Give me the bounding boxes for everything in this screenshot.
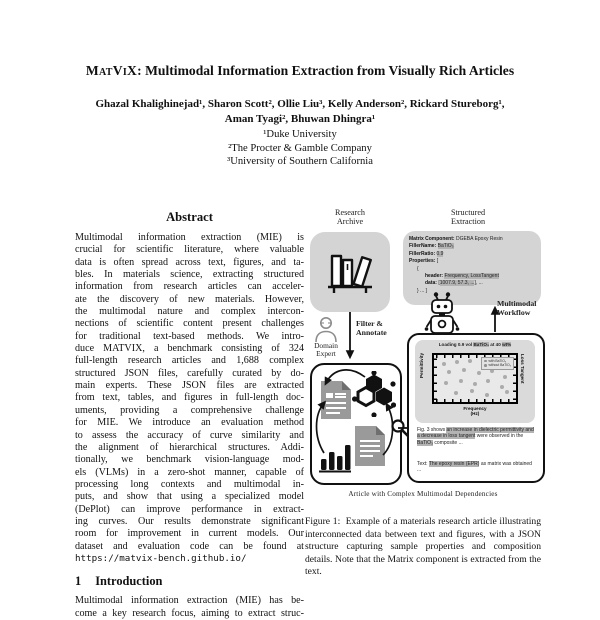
scatter-point <box>455 360 459 364</box>
introduction-body <box>75 595 304 620</box>
section-title: Introduction <box>95 574 163 589</box>
abstract-line: for MIE. We introduce an evaluation method <box>75 417 304 429</box>
json-line: } ... ] <box>417 287 428 294</box>
abstract-line: structured JSON files, carefully curated by do- <box>75 367 304 379</box>
abstract-line: room for improvement in current models. Our <box>75 528 304 540</box>
domain-expert-label: Domain Expert <box>314 341 338 359</box>
abstract-line: the alignment of hierarchical structures. Addi- <box>75 441 304 453</box>
scatter-point <box>503 375 507 379</box>
scatter-point <box>447 370 451 374</box>
abstract-line: crucial for scientific literature, where valuable <box>75 244 304 256</box>
figure-text-snippet: Fig. 3 shows an increase in dielectric permittivity and a decrease in loss tangent were observed in the BaTiO₃ composite ... <box>417 427 534 446</box>
section-number: 1 <box>75 574 82 589</box>
introduction-line: Multimodal information extraction (MIE) has be- <box>75 595 304 607</box>
scatter-point <box>442 362 446 366</box>
molecule-icon <box>352 371 396 417</box>
document-text-icon <box>354 425 386 467</box>
abstract-line: dataset and evaluation code can be found at <box>75 540 304 552</box>
abstract-line: tionally, we benchmark vision-language mod- <box>75 454 304 466</box>
scatter-point <box>486 379 490 383</box>
research-archive-label: Research Archive <box>334 208 365 227</box>
research-archive-box <box>310 232 390 312</box>
abstract-line: data is often spread across text, figures, and ta- <box>75 256 304 268</box>
paper-title-smallcaps: MatViX <box>85 63 138 78</box>
json-line: Matrix Component: DGEBA Epoxy Resin <box>409 236 503 242</box>
structured-extraction-label: Structured Extraction <box>450 208 486 227</box>
plot-ylabel-right: Loss Tangent <box>520 354 526 384</box>
scatter-point <box>470 389 474 393</box>
scatter-point <box>468 359 472 363</box>
introduction-line: come a key research focus, aiming to extract struc- <box>75 607 304 619</box>
multimodal-workflow-label: Multimodal Workflow <box>497 299 537 318</box>
abstract-line: Multimodal information extraction (MIE) is <box>75 232 304 243</box>
abstract-line[interactable]: https://matvix-bench.github.io/ <box>75 552 247 564</box>
abstract-heading: Abstract <box>166 210 213 224</box>
abstract-line: puts, and show that using a specialized model <box>75 491 304 503</box>
domain-expert-icon <box>313 315 339 343</box>
filter-annotate-label: Filter & Annotate <box>356 319 387 338</box>
introduction-heading <box>75 574 304 589</box>
scatter-point <box>444 381 448 385</box>
abstract-line: for traditional text-based methods. We intro- <box>75 330 304 342</box>
analysis-box <box>407 333 545 483</box>
figure-1-caption-text: Example of a materials research article illustrating interconnected data between text and figures, with a JSON structure capturing sample properties and composition details. Note that the Matrix component is extracted from the text. <box>305 516 542 578</box>
scatter-point <box>454 391 458 395</box>
plot-header: Loading 0.9 vol BaTiO₃ at 40 wt% <box>438 342 512 347</box>
abstract-line: bles. In materials science, extracting structured <box>75 269 304 281</box>
left-column <box>75 210 304 620</box>
plot-legend <box>481 357 514 370</box>
scatter-point <box>462 368 466 372</box>
figure-1-caption-label: Figure 1: <box>305 516 341 527</box>
json-line: FillerName: BaTiO₃ <box>409 243 454 250</box>
bar-chart-icon <box>318 437 352 473</box>
paper-title <box>0 63 600 79</box>
document-table-icon <box>320 380 352 420</box>
article-box-caption: Article with Complex Multimodal Dependencies <box>348 490 498 498</box>
paper-title-rest: : Multimodal Information Extraction from Visually Rich Articles <box>137 63 515 78</box>
abstract-line: ing curves. Our results demonstrate significant <box>75 515 304 527</box>
books-icon <box>326 248 374 296</box>
plot-ticks-left <box>434 357 437 400</box>
body-text-snippet: Text: The epoxy resin (EPR) as matrix was obtained ... <box>417 461 532 474</box>
author-list <box>0 97 600 126</box>
abstract-line: duce MATVIX, a benchmark consisting of 324 <box>75 343 304 355</box>
json-line: data: [1007.9, 57.3, ...], ... <box>425 280 483 287</box>
figure-1 <box>303 205 543 600</box>
plot-ylabel-left: Permittivity <box>419 352 424 378</box>
abstract-line: processing long contexts and multimodal in- <box>75 478 304 490</box>
legend-entry: without BaTiO₃ <box>484 363 511 367</box>
abstract-line: uments, providing a comprehensive challenge <box>75 404 304 416</box>
plot-ticks-bottom <box>436 399 514 402</box>
abstract-line: (DePlot) can improve performance in extract- <box>75 503 304 515</box>
scatter-point <box>500 385 504 389</box>
scatter-point <box>459 379 463 383</box>
legend-marker <box>484 364 487 367</box>
author-line-2: Aman Tyagi², Bhuwan Dhingra¹ <box>224 112 376 125</box>
scatter-point <box>477 371 481 375</box>
json-line: FillerRatio: 0.9 <box>409 250 444 257</box>
affiliations: ¹Duke University ²The Procter & Gamble Company ³University of Southern California <box>227 129 373 168</box>
abstract-line: main experts. These JSON files are extracted <box>75 380 304 392</box>
abstract-line: ate the discovery of new materials. However, <box>75 293 304 305</box>
abstract-line: to assess the accuracy of curve similarity and <box>75 429 304 441</box>
legend-entry: with BaTiO₃ <box>484 359 511 363</box>
abstract-line: from text, tables, and figures in full-length doc- <box>75 392 304 404</box>
abstract-line: els (VLMs) in a zero-shot manner, capable of <box>75 466 304 478</box>
figure-1-caption <box>305 516 541 579</box>
abstract-line: nections of scientific content present challenges <box>75 318 304 330</box>
scatter-plot <box>432 353 518 404</box>
abstract-line: the multimodal nature and complex intercon- <box>75 306 304 318</box>
abstract-line: information from research articles can acceler- <box>75 281 304 293</box>
json-line: { <box>417 265 419 272</box>
json-line: Properties: [ <box>409 258 439 265</box>
scatter-point <box>505 390 509 394</box>
scatter-point <box>473 382 477 386</box>
plot-xlabel: Frequency (Hz) <box>463 406 487 417</box>
abstract-line: full-length research articles and 1,688 complex <box>75 355 304 367</box>
abstract-body <box>75 232 304 565</box>
plot-card <box>415 340 535 423</box>
json-line: header: Frequency, LossTangent <box>425 273 499 280</box>
legend-marker <box>484 360 487 363</box>
scatter-point <box>485 393 489 397</box>
author-line-1: Ghazal Khalighinejad¹, Sharon Scott², Ollie Liu³, Kelly Anderson², Rickard Stureborg¹, <box>95 98 505 110</box>
